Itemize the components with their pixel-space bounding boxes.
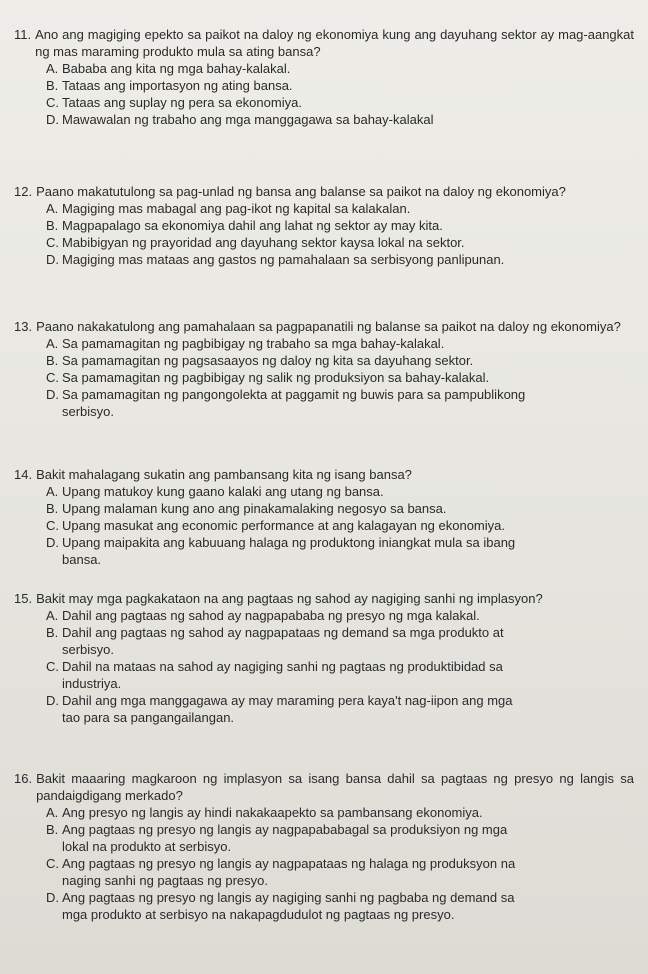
option-letter: C.: [46, 518, 59, 533]
option-d: [46, 111, 634, 128]
option-text: Magpapalago sa ekonomiya dahil ang lahat ng sektor ay may kita.: [62, 218, 443, 233]
option-continuation: lokal na produkto at serbisyo.: [62, 839, 232, 854]
option-letter: A.: [46, 61, 59, 76]
option-letter: C.: [46, 235, 59, 250]
option-a: [46, 483, 634, 500]
option-continuation: serbisyo.: [62, 404, 115, 419]
option-b: [46, 624, 634, 641]
question-number: 16.: [14, 771, 33, 786]
option-text: Magiging mas mabagal ang pag-ikot ng kapital sa kalakalan.: [62, 201, 411, 216]
question-number: 13.: [14, 319, 33, 334]
option-text: Tataas ang importasyon ng ating bansa.: [62, 78, 293, 93]
option-text: Dahil ang pagtaas ng sahod ay nagpapababa ng presyo ng mga kalakal.: [62, 608, 480, 623]
option-text: Sa pamamagitan ng pagsasaayos ng daloy ng kita sa dayuhang sektor.: [62, 353, 474, 368]
option-letter: A.: [46, 805, 59, 820]
option-c: [46, 658, 634, 675]
question-stem: Bakit maaaring magkaroon ng implasyon sa isang bansa dahil sa pagtaas ng presyo ng langis sa pandaigdigang merkado?: [36, 771, 634, 803]
option-letter: B.: [46, 822, 59, 837]
option-c: [46, 94, 634, 111]
option-text: Dahil na mataas na sahod ay nagiging sanhi ng pagtaas ng produktibidad sa: [62, 659, 503, 674]
option-text: Bababa ang kita ng mga bahay-kalakal.: [62, 61, 291, 76]
option-continuation: serbisyo.: [62, 642, 115, 657]
option-text: Ang pagtaas ng presyo ng langis ay nagiging sanhi ng pagbaba ng demand sa: [62, 890, 515, 905]
question-number: 14.: [14, 467, 33, 482]
option-letter: A.: [46, 201, 59, 216]
option-text: Ang pagtaas ng presyo ng langis ay nagpapababagal sa produksiyon ng mga: [62, 822, 508, 837]
question-number: 11.: [14, 27, 32, 42]
option-letter: D.: [46, 252, 59, 267]
option-c: [46, 855, 634, 872]
option-letter: B.: [46, 353, 59, 368]
question-stem: Ano ang magiging epekto sa paikot na daloy ng ekonomiya kung ang dayuhang sektor ay mag-aangkat ng mas maraming produkto mula sa ating bansa?: [35, 27, 634, 59]
option-letter: D.: [46, 693, 59, 708]
option-b: [46, 821, 634, 838]
option-letter: D.: [46, 387, 59, 402]
option-letter: C.: [46, 370, 59, 385]
option-b: [46, 352, 634, 369]
option-text: Upang maipakita ang kabuuang halaga ng produktong iniangkat mula sa ibang: [62, 535, 516, 550]
option-letter: B.: [46, 218, 59, 233]
option-text: Dahil ang mga manggagawa ay may maraming pera kaya't nag-iipon ang mga: [62, 693, 513, 708]
question-stem: Bakit mahalagang sukatin ang pambansang kita ng isang bansa?: [36, 467, 412, 482]
option-a: [46, 804, 634, 821]
option-continuation: bansa.: [62, 552, 102, 567]
option-text: Tataas ang suplay ng pera sa ekonomiya.: [62, 95, 302, 110]
option-text: Ang pagtaas ng presyo ng langis ay nagpapataas ng halaga ng produksyon na: [62, 856, 516, 871]
option-letter: B.: [46, 625, 59, 640]
option-letter: A.: [46, 608, 59, 623]
question-15: [14, 590, 634, 726]
option-letter: B.: [46, 501, 59, 516]
option-letter: C.: [46, 659, 59, 674]
option-text: Ang presyo ng langis ay hindi nakakaapekto sa pambansang ekonomiya.: [62, 805, 483, 820]
option-letter: B.: [46, 78, 59, 93]
option-text: Sa pamamagitan ng pangongolekta at paggamit ng buwis para sa pampublikong: [62, 387, 526, 402]
option-b: [46, 500, 634, 517]
option-d: [46, 889, 634, 906]
option-text: Dahil ang pagtaas ng sahod ay nagpapataas ng demand sa mga produkto at: [62, 625, 504, 640]
option-d: [46, 251, 634, 268]
option-continuation: industriya.: [62, 676, 122, 691]
question-number: 12.: [14, 184, 33, 199]
option-text: Upang malaman kung ano ang pinakamalaking negosyo sa bansa.: [62, 501, 447, 516]
question-11: [14, 26, 634, 128]
option-letter: C.: [46, 856, 59, 871]
question-14: [14, 466, 634, 568]
option-text: Magiging mas mataas ang gastos ng pamahalaan sa serbisyong panlipunan.: [62, 252, 505, 267]
question-stem: Paano nakakatulong ang pamahalaan sa pagpapanatili ng balanse sa paikot na daloy ng ekonomiya?: [36, 319, 621, 334]
option-text: Sa pamamagitan ng pagbibigay ng salik ng produksiyon sa bahay-kalakal.: [62, 370, 490, 385]
option-a: [46, 607, 634, 624]
option-text: Sa pamamagitan ng pagbibigay ng trabaho sa mga bahay-kalakal.: [62, 336, 445, 351]
question-13: [14, 318, 634, 420]
option-letter: D.: [46, 890, 59, 905]
option-letter: C.: [46, 95, 59, 110]
option-d: [46, 534, 634, 551]
option-letter: D.: [46, 535, 59, 550]
option-a: [46, 60, 634, 77]
question-number: 15.: [14, 591, 33, 606]
option-d: [46, 386, 634, 403]
option-text: Mawawalan ng trabaho ang mga manggagawa sa bahay-kalakal: [62, 112, 434, 127]
question-16: [14, 770, 634, 923]
question-12: [14, 183, 634, 268]
option-continuation: mga produkto at serbisyo na nakapagdudulot ng pagtaas ng presyo.: [62, 907, 455, 922]
option-text: Upang matukoy kung gaano kalaki ang utang ng bansa.: [62, 484, 384, 499]
option-continuation: tao para sa pangangailangan.: [62, 710, 235, 725]
option-a: [46, 200, 634, 217]
option-letter: D.: [46, 112, 59, 127]
option-c: [46, 234, 634, 251]
option-d: [46, 692, 634, 709]
option-text: Upang masukat ang economic performance at ang kalagayan ng ekonomiya.: [62, 518, 505, 533]
option-c: [46, 369, 634, 386]
option-letter: A.: [46, 484, 59, 499]
question-stem: Paano makatutulong sa pag-unlad ng bansa ang balanse sa paikot na daloy ng ekonomiya?: [36, 184, 566, 199]
option-c: [46, 517, 634, 534]
option-letter: A.: [46, 336, 59, 351]
option-b: [46, 217, 634, 234]
option-a: [46, 335, 634, 352]
option-continuation: naging sanhi ng pagtaas ng presyo.: [62, 873, 268, 888]
option-b: [46, 77, 634, 94]
option-text: Mabibigyan ng prayoridad ang dayuhang sektor kaysa lokal na sektor.: [62, 235, 465, 250]
question-stem: Bakit may mga pagkakataon na ang pagtaas ng sahod ay nagiging sanhi ng implasyon?: [36, 591, 543, 606]
